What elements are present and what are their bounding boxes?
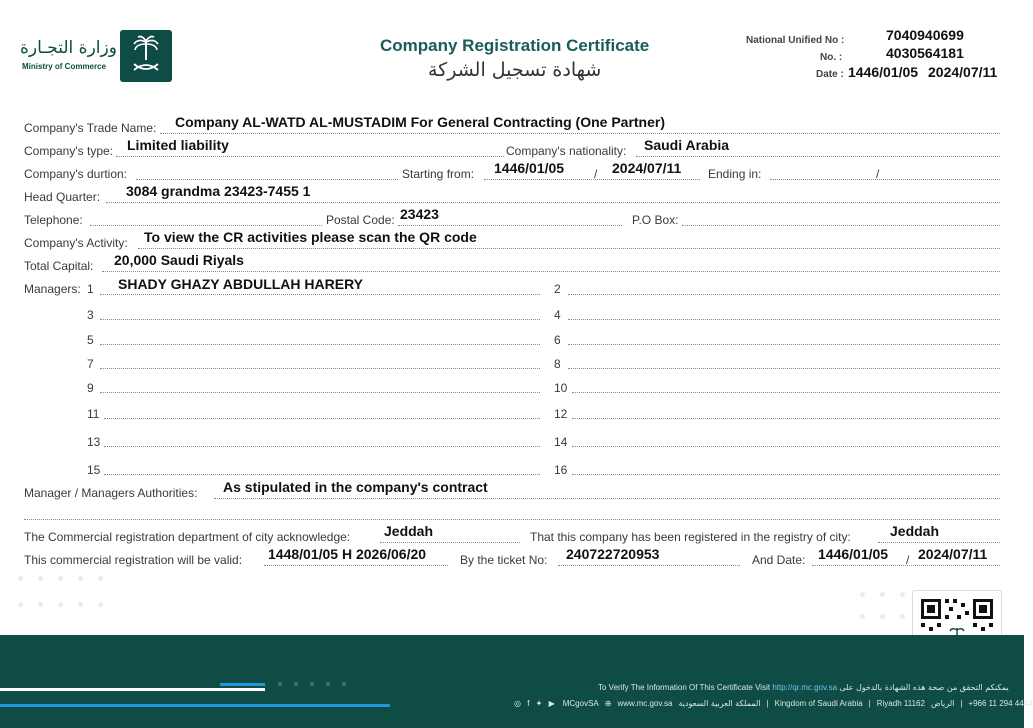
manager-line-11 bbox=[104, 418, 540, 419]
manager-line-3 bbox=[100, 319, 540, 320]
cert-no-label: No. : bbox=[820, 52, 843, 63]
starting-separator: / bbox=[594, 167, 598, 181]
company-type-line bbox=[116, 156, 504, 157]
footer-divider: | bbox=[766, 699, 769, 708]
manager-number-9: 9 bbox=[87, 381, 94, 395]
manager-number-4: 4 bbox=[554, 308, 561, 322]
manager-number-16: 16 bbox=[554, 463, 568, 477]
telephone-label: Telephone: bbox=[24, 213, 83, 227]
footer-contact-bar bbox=[514, 699, 1033, 708]
decorative-dot-pattern bbox=[0, 570, 1024, 630]
starting-gregorian-value: 2024/07/11 bbox=[612, 160, 682, 176]
manager-line-13 bbox=[104, 446, 540, 447]
starting-from-label: Starting from: bbox=[402, 167, 475, 181]
manager-line-2 bbox=[568, 294, 1000, 295]
country-en: Kingdom of Saudi Arabia bbox=[774, 699, 863, 708]
manager-line-6 bbox=[568, 344, 1000, 345]
cert-date-gregorian: 2024/07/11 bbox=[928, 64, 998, 80]
verify-text-en: To Verify The Information Of This Certificate Visit bbox=[598, 683, 771, 692]
national-unified-no-value: 7040940699 bbox=[886, 27, 964, 43]
po-box-line bbox=[682, 225, 1000, 226]
trade-name-line bbox=[160, 133, 1000, 134]
ending-line bbox=[770, 179, 1000, 180]
nationality-value: Saudi Arabia bbox=[644, 137, 730, 153]
ticket-line bbox=[558, 565, 740, 566]
registry-city-value: Jeddah bbox=[890, 523, 940, 539]
total-capital-value: 20,000 Saudi Riyals bbox=[114, 252, 244, 268]
city-en: Riyadh 11162 bbox=[876, 699, 925, 708]
authorities-line bbox=[214, 498, 1000, 499]
manager-number-8: 8 bbox=[554, 357, 561, 371]
manager-line-9 bbox=[100, 392, 540, 393]
footer-divider-2: | bbox=[868, 699, 871, 708]
ticket-label: By the ticket No: bbox=[460, 553, 548, 567]
activity-line bbox=[138, 248, 1000, 249]
manager-number-13: 13 bbox=[87, 435, 101, 449]
ending-separator: / bbox=[876, 167, 880, 181]
total-capital-label: Total Capital: bbox=[24, 259, 94, 273]
manager-number-2: 2 bbox=[554, 282, 561, 296]
verify-text-ar: يمكنكم التحقق من صحة هذه الشهادة بالدخول على bbox=[839, 683, 1009, 692]
registry-line bbox=[878, 542, 1000, 543]
duration-label: Company's durtion: bbox=[24, 167, 128, 181]
trade-name-label: Company's Trade Name: bbox=[24, 121, 157, 135]
head-quarter-label: Head Quarter: bbox=[24, 190, 101, 204]
manager-number-5: 5 bbox=[87, 333, 94, 347]
manager-line-15 bbox=[104, 474, 540, 475]
phone-number: +966 11 294 4444 bbox=[968, 699, 1033, 708]
company-type-value: Limited liability bbox=[127, 137, 229, 153]
activity-label: Company's Activity: bbox=[24, 236, 128, 250]
ministry-name-en: Ministry of Commerce bbox=[22, 62, 107, 71]
website-link[interactable]: www.mc.gov.sa bbox=[617, 699, 673, 708]
cert-date-hijri: 1446/01/05 bbox=[848, 64, 919, 80]
acknowledge-label: The Commercial registration department of city acknowledge: bbox=[24, 530, 351, 544]
social-icons[interactable]: ◎ f ✦ ▶ bbox=[514, 699, 557, 708]
head-quarter-value: 3084 grandma 23423-7455 1 bbox=[126, 183, 311, 199]
ending-in-label: Ending in: bbox=[708, 167, 762, 181]
total-capital-line bbox=[102, 271, 1000, 272]
manager-line-14 bbox=[572, 446, 1000, 447]
country-ar: المملكة العربية السعودية bbox=[678, 699, 761, 708]
manager-line-7 bbox=[100, 368, 540, 369]
manager-number-6: 6 bbox=[554, 333, 561, 347]
telephone-line bbox=[90, 225, 322, 226]
cert-no-value: 4030564181 bbox=[886, 45, 964, 61]
starting-line bbox=[484, 179, 700, 180]
duration-line bbox=[136, 179, 398, 180]
city-ar: الرياض bbox=[930, 699, 955, 708]
certificate-title-ar: شهادة تسجيل الشركة bbox=[428, 59, 602, 81]
manager-line-16 bbox=[572, 474, 1000, 475]
valid-value: 1448/01/05 H 2026/06/20 bbox=[268, 546, 427, 562]
manager-1-value: SHADY GHAZY ABDULLAH HARERY bbox=[118, 276, 364, 292]
manager-number-10: 10 bbox=[554, 381, 568, 395]
and-date-gregorian-value: 2024/07/11 bbox=[918, 546, 988, 562]
registry-label: That this company has been registered in the registry of city: bbox=[530, 530, 851, 544]
valid-label: This commercial registration will be valid: bbox=[24, 553, 243, 567]
manager-number-7: 7 bbox=[87, 357, 94, 371]
activity-value: To view the CR activities please scan the QR code bbox=[144, 229, 477, 245]
verify-text bbox=[598, 683, 1009, 692]
postal-code-line bbox=[398, 225, 622, 226]
acknowledge-line bbox=[380, 542, 520, 543]
manager-line-5 bbox=[100, 344, 540, 345]
trade-name-value: Company AL-WATD AL-MUSTADIM For General Contracting (One Partner) bbox=[175, 114, 666, 130]
and-date-separator: / bbox=[906, 553, 910, 567]
manager-line-12 bbox=[572, 418, 1000, 419]
manager-line-8 bbox=[568, 368, 1000, 369]
postal-code-value: 23423 bbox=[400, 206, 439, 222]
manager-line-1 bbox=[100, 294, 540, 295]
palm-swords-emblem-icon bbox=[120, 30, 172, 82]
starting-hijri-value: 1446/01/05 bbox=[494, 160, 565, 176]
po-box-label: P.O Box: bbox=[632, 213, 679, 227]
manager-number-15: 15 bbox=[87, 463, 101, 477]
head-quarter-line bbox=[106, 202, 1000, 203]
cert-date-label: Date : bbox=[816, 69, 844, 80]
manager-number-11: 11 bbox=[87, 407, 100, 421]
managers-label: Managers: bbox=[24, 282, 81, 296]
nationality-line bbox=[636, 156, 1000, 157]
footer-divider-3: | bbox=[960, 699, 963, 708]
and-date-hijri-value: 1446/01/05 bbox=[818, 546, 889, 562]
footer-accent-line-white bbox=[0, 688, 265, 691]
manager-number-14: 14 bbox=[554, 435, 568, 449]
authorities-line-2 bbox=[24, 519, 1000, 520]
manager-line-4 bbox=[568, 319, 1000, 320]
manager-number-12: 12 bbox=[554, 407, 568, 421]
ministry-name-ar: وزارة التجـارة bbox=[20, 38, 117, 58]
national-unified-no-label: National Unified No : bbox=[746, 35, 845, 46]
footer-band bbox=[0, 635, 1024, 728]
social-handle[interactable]: MCgovSA bbox=[562, 699, 599, 708]
globe-icon: ⊕ bbox=[604, 699, 612, 708]
ministry-logo bbox=[18, 30, 178, 86]
footer-dot-pattern bbox=[270, 680, 390, 700]
acknowledge-city-value: Jeddah bbox=[384, 523, 434, 539]
postal-code-label: Postal Code: bbox=[326, 213, 395, 227]
nationality-label: Company's nationality: bbox=[506, 144, 627, 158]
valid-line bbox=[264, 565, 448, 566]
authorities-value: As stipulated in the company's contract bbox=[223, 479, 488, 495]
verify-url-link[interactable]: http://qr.mc.gov.sa bbox=[772, 683, 838, 692]
footer-accent-line-blue-2 bbox=[0, 704, 390, 707]
company-type-label: Company's type: bbox=[24, 144, 113, 158]
certificate-title-en: Company Registration Certificate bbox=[380, 36, 650, 55]
and-date-label: And Date: bbox=[752, 553, 806, 567]
manager-number-3: 3 bbox=[87, 308, 94, 322]
footer-accent-line-blue bbox=[220, 683, 265, 686]
ticket-value: 240722720953 bbox=[566, 546, 660, 562]
manager-number-1: 1 bbox=[87, 282, 94, 296]
authorities-label: Manager / Managers Authorities: bbox=[24, 486, 198, 500]
manager-line-10 bbox=[572, 392, 1000, 393]
